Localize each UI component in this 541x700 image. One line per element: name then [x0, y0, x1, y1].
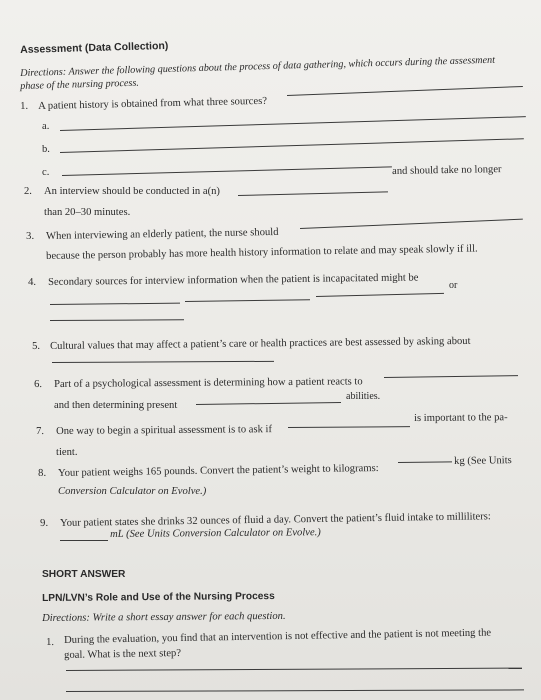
q7-line-2: tient. — [56, 447, 78, 458]
q5-text: Cultural values that may affect a patient’s care or health practices are best assessed by asking about — [50, 335, 471, 352]
q6-text: Part of a psychological assessment is determining how a patient reacts to — [54, 376, 363, 390]
sa-q1-answer-line-1[interactable] — [66, 668, 522, 671]
q1-c-answer-line[interactable] — [62, 166, 392, 176]
q8-text: Your patient weighs 165 pounds. Convert the patient’s weight to kilograms: — [58, 462, 379, 479]
q2-after-text: and should take no longer — [392, 164, 502, 177]
q3-number: 3. — [26, 230, 35, 242]
q1-b-label: b. — [42, 144, 50, 155]
directions-line-2: phase of the nursing process. — [20, 77, 140, 92]
q3-text: When interviewing an elderly patient, the nurse should — [46, 226, 279, 242]
q6-after-text: abilities. — [346, 391, 381, 402]
q4-answer-line-2[interactable] — [185, 299, 310, 302]
q8-line-2: Conversion Calculator on Evolve.) — [58, 486, 207, 497]
q1-a-answer-line[interactable] — [60, 116, 526, 131]
q8-after-text: kg (See Units — [454, 455, 512, 467]
q7-number: 7. — [36, 425, 45, 437]
q6-answer-line-1[interactable] — [384, 375, 518, 378]
sa-q1-line-2: goal. What is the next step? — [64, 647, 182, 661]
q1-c-label: c. — [42, 167, 50, 178]
q1-a-label: a. — [42, 121, 50, 132]
q2-line-2: than 20–30 minutes. — [44, 207, 131, 218]
q6-answer-line-2[interactable] — [196, 402, 341, 405]
q4-or-text: or — [449, 280, 458, 291]
q6-number: 6. — [34, 378, 43, 390]
q4-number: 4. — [28, 276, 37, 288]
sa-q1-number: 1. — [46, 636, 55, 648]
q9-answer-line[interactable] — [60, 540, 108, 541]
q9-line-2: mL (See Units Conversion Calculator on Evolve.) — [110, 527, 321, 540]
sa-q1-line-1: During the evaluation, you find that an intervention is not effective and the patient is not meeting the — [64, 627, 492, 646]
q6-line-2: and then determining present — [54, 400, 178, 411]
q9-number: 9. — [40, 517, 49, 529]
q1-b-answer-line[interactable] — [60, 138, 524, 153]
q5-number: 5. — [32, 340, 41, 352]
q3-answer-line[interactable] — [300, 219, 523, 229]
q4-answer-line-4[interactable] — [50, 319, 184, 321]
short-answer-subheading: LPN/LVN’s Role and Use of the Nursing Process — [42, 590, 275, 604]
directions-line-1: Directions: Answer the following questions about the process of data gathering, which occurs during the assessment — [20, 54, 496, 79]
q8-answer-line[interactable] — [398, 461, 452, 463]
q5-answer-line[interactable] — [52, 361, 274, 363]
q9-text: Your patient states she drinks 32 ounces of fluid a day. Convert the patient’s fluid intake to milliliters: — [60, 511, 491, 529]
q1-text: A patient history is obtained from what three sources? — [38, 95, 268, 112]
section-title: Assessment (Data Collection) — [20, 39, 169, 56]
q3-line-2: because the person probably has more health history information to relate and may speak slowly if ill. — [46, 243, 478, 262]
q2-answer-line[interactable] — [238, 191, 388, 196]
q7-text: One way to begin a spiritual assessment is to ask if — [56, 424, 273, 437]
short-answer-directions: Directions: Write a short essay answer for each question. — [42, 610, 286, 624]
q2-text: An interview should be conducted in a(n) — [44, 186, 220, 197]
sa-q1-answer-line-2[interactable] — [66, 689, 524, 692]
q4-answer-line-1[interactable] — [50, 303, 180, 305]
q7-after-text: is important to the pa- — [414, 412, 508, 424]
q2-number: 2. — [24, 186, 32, 197]
q4-text: Secondary sources for interview information when the patient is incapacitated might be — [48, 272, 419, 288]
q8-number: 8. — [38, 467, 47, 479]
short-answer-heading: SHORT ANSWER — [42, 569, 126, 580]
q1-answer-line-top[interactable] — [287, 86, 523, 96]
q4-answer-line-3[interactable] — [316, 293, 444, 297]
q1-number: 1. — [20, 100, 29, 112]
q7-answer-line[interactable] — [288, 426, 410, 428]
